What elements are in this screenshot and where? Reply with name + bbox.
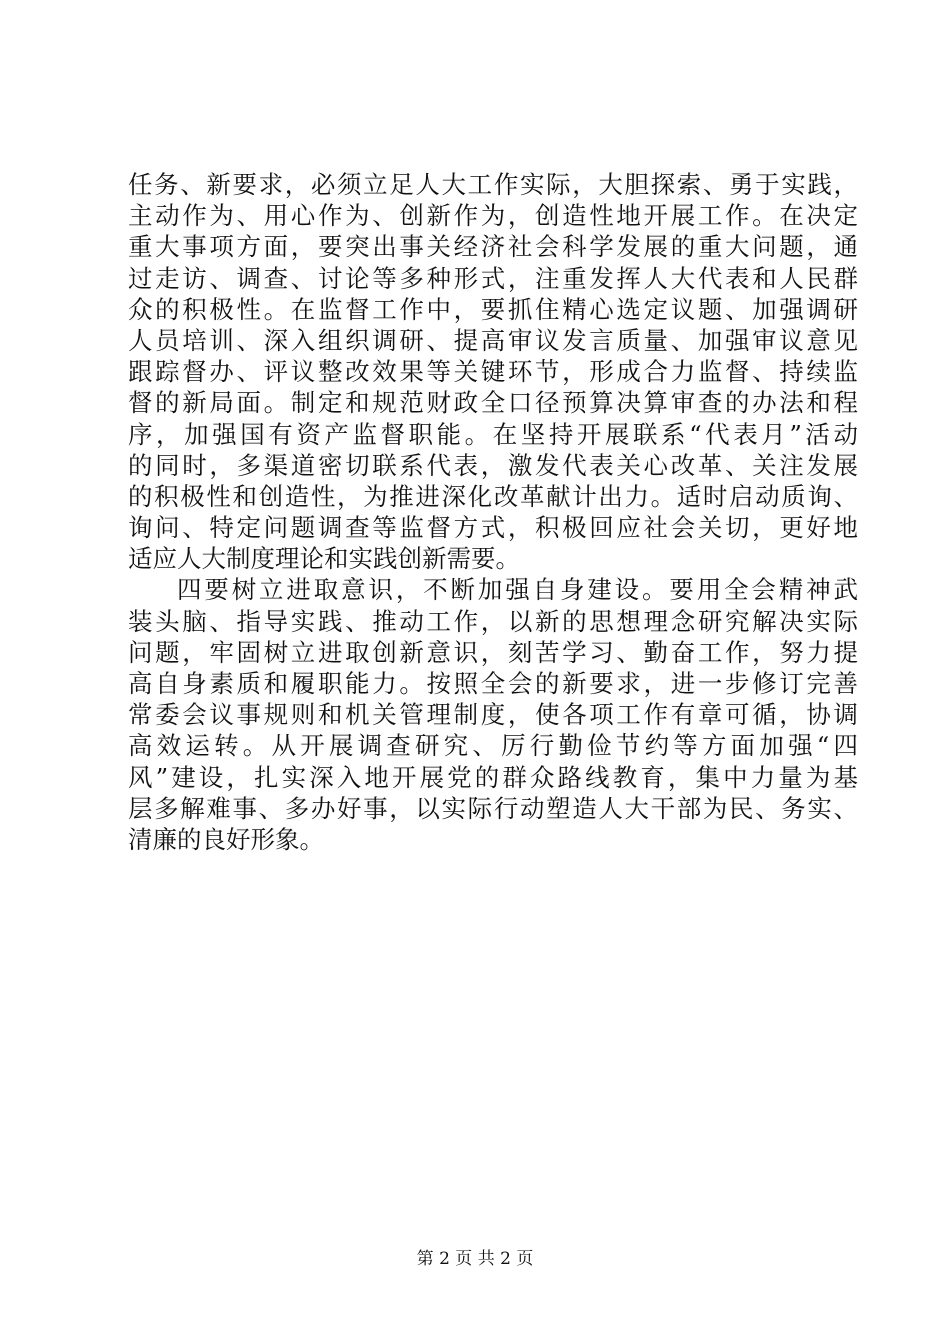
text-line: 层多解难事、多办好事，以实际行动塑造人大干部为民、务实、: [128, 793, 858, 823]
text-line: 任务、新要求，必须立足人大工作实际，大胆探索、勇于实践，: [128, 170, 858, 199]
text-line: 四要树立进取意识，不断加强自身建设。要用全会精神武: [177, 575, 858, 605]
text-line: 众的积极性。在监督工作中，要抓住精心选定议题、加强调研: [128, 294, 858, 324]
text-line: 重大事项方面，要突出事关经济社会科学发展的重大问题，通: [128, 232, 858, 262]
text-line: 问题，牢固树立进取创新意识，刻苦学习、勤奋工作，努力提: [128, 637, 858, 667]
text-line: 人员培训、深入组织调研、提高审议发言质量、加强审议意见: [128, 325, 858, 355]
text-line: 询问、特定问题调查等监督方式，积极回应社会关切，更好地: [128, 513, 858, 543]
paragraph: [128, 169, 858, 574]
text-line: 的积极性和创造性，为推进深化改革献计出力。适时启动质询、: [128, 481, 858, 511]
text-line: 督的新局面。制定和规范财政全口径预算决算审查的办法和程: [128, 388, 858, 418]
text-line: 高自身素质和履职能力。按照全会的新要求，进一步修订完善: [128, 669, 858, 698]
body-text: [128, 169, 858, 855]
text-line: 序，加强国有资产监督职能。在坚持开展联系“代表月”活动: [128, 419, 858, 449]
text-line: 装头脑、指导实践、推动工作，以新的思想理念研究解决实际: [128, 606, 858, 636]
text-line: 过走访、调查、讨论等多种形式，注重发挥人大代表和人民群: [128, 263, 858, 293]
page-number-footer: 第 2 页 共 2 页: [416, 1249, 534, 1269]
text-line: 高效运转。从开展调查研究、厉行勤俭节约等方面加强“四: [128, 731, 858, 761]
text-line: 风”建设，扎实深入地开展党的群众路线教育，集中力量为基: [128, 762, 858, 792]
text-line: 清廉的良好形象。: [128, 824, 324, 854]
text-line: 适应人大制度理论和实践创新需要。: [128, 544, 520, 574]
text-line: 的同时，多渠道密切联系代表，激发代表关心改革、关注发展: [128, 450, 858, 480]
text-line: 跟踪督办、评议整改效果等关键环节，形成合力监督、持续监: [128, 357, 858, 387]
text-line: 主动作为、用心作为、创新作为，创造性地开展工作。在决定: [128, 201, 858, 231]
paragraph: [128, 574, 858, 855]
text-line: 常委会议事规则和机关管理制度，使各项工作有章可循，协调: [128, 700, 858, 730]
